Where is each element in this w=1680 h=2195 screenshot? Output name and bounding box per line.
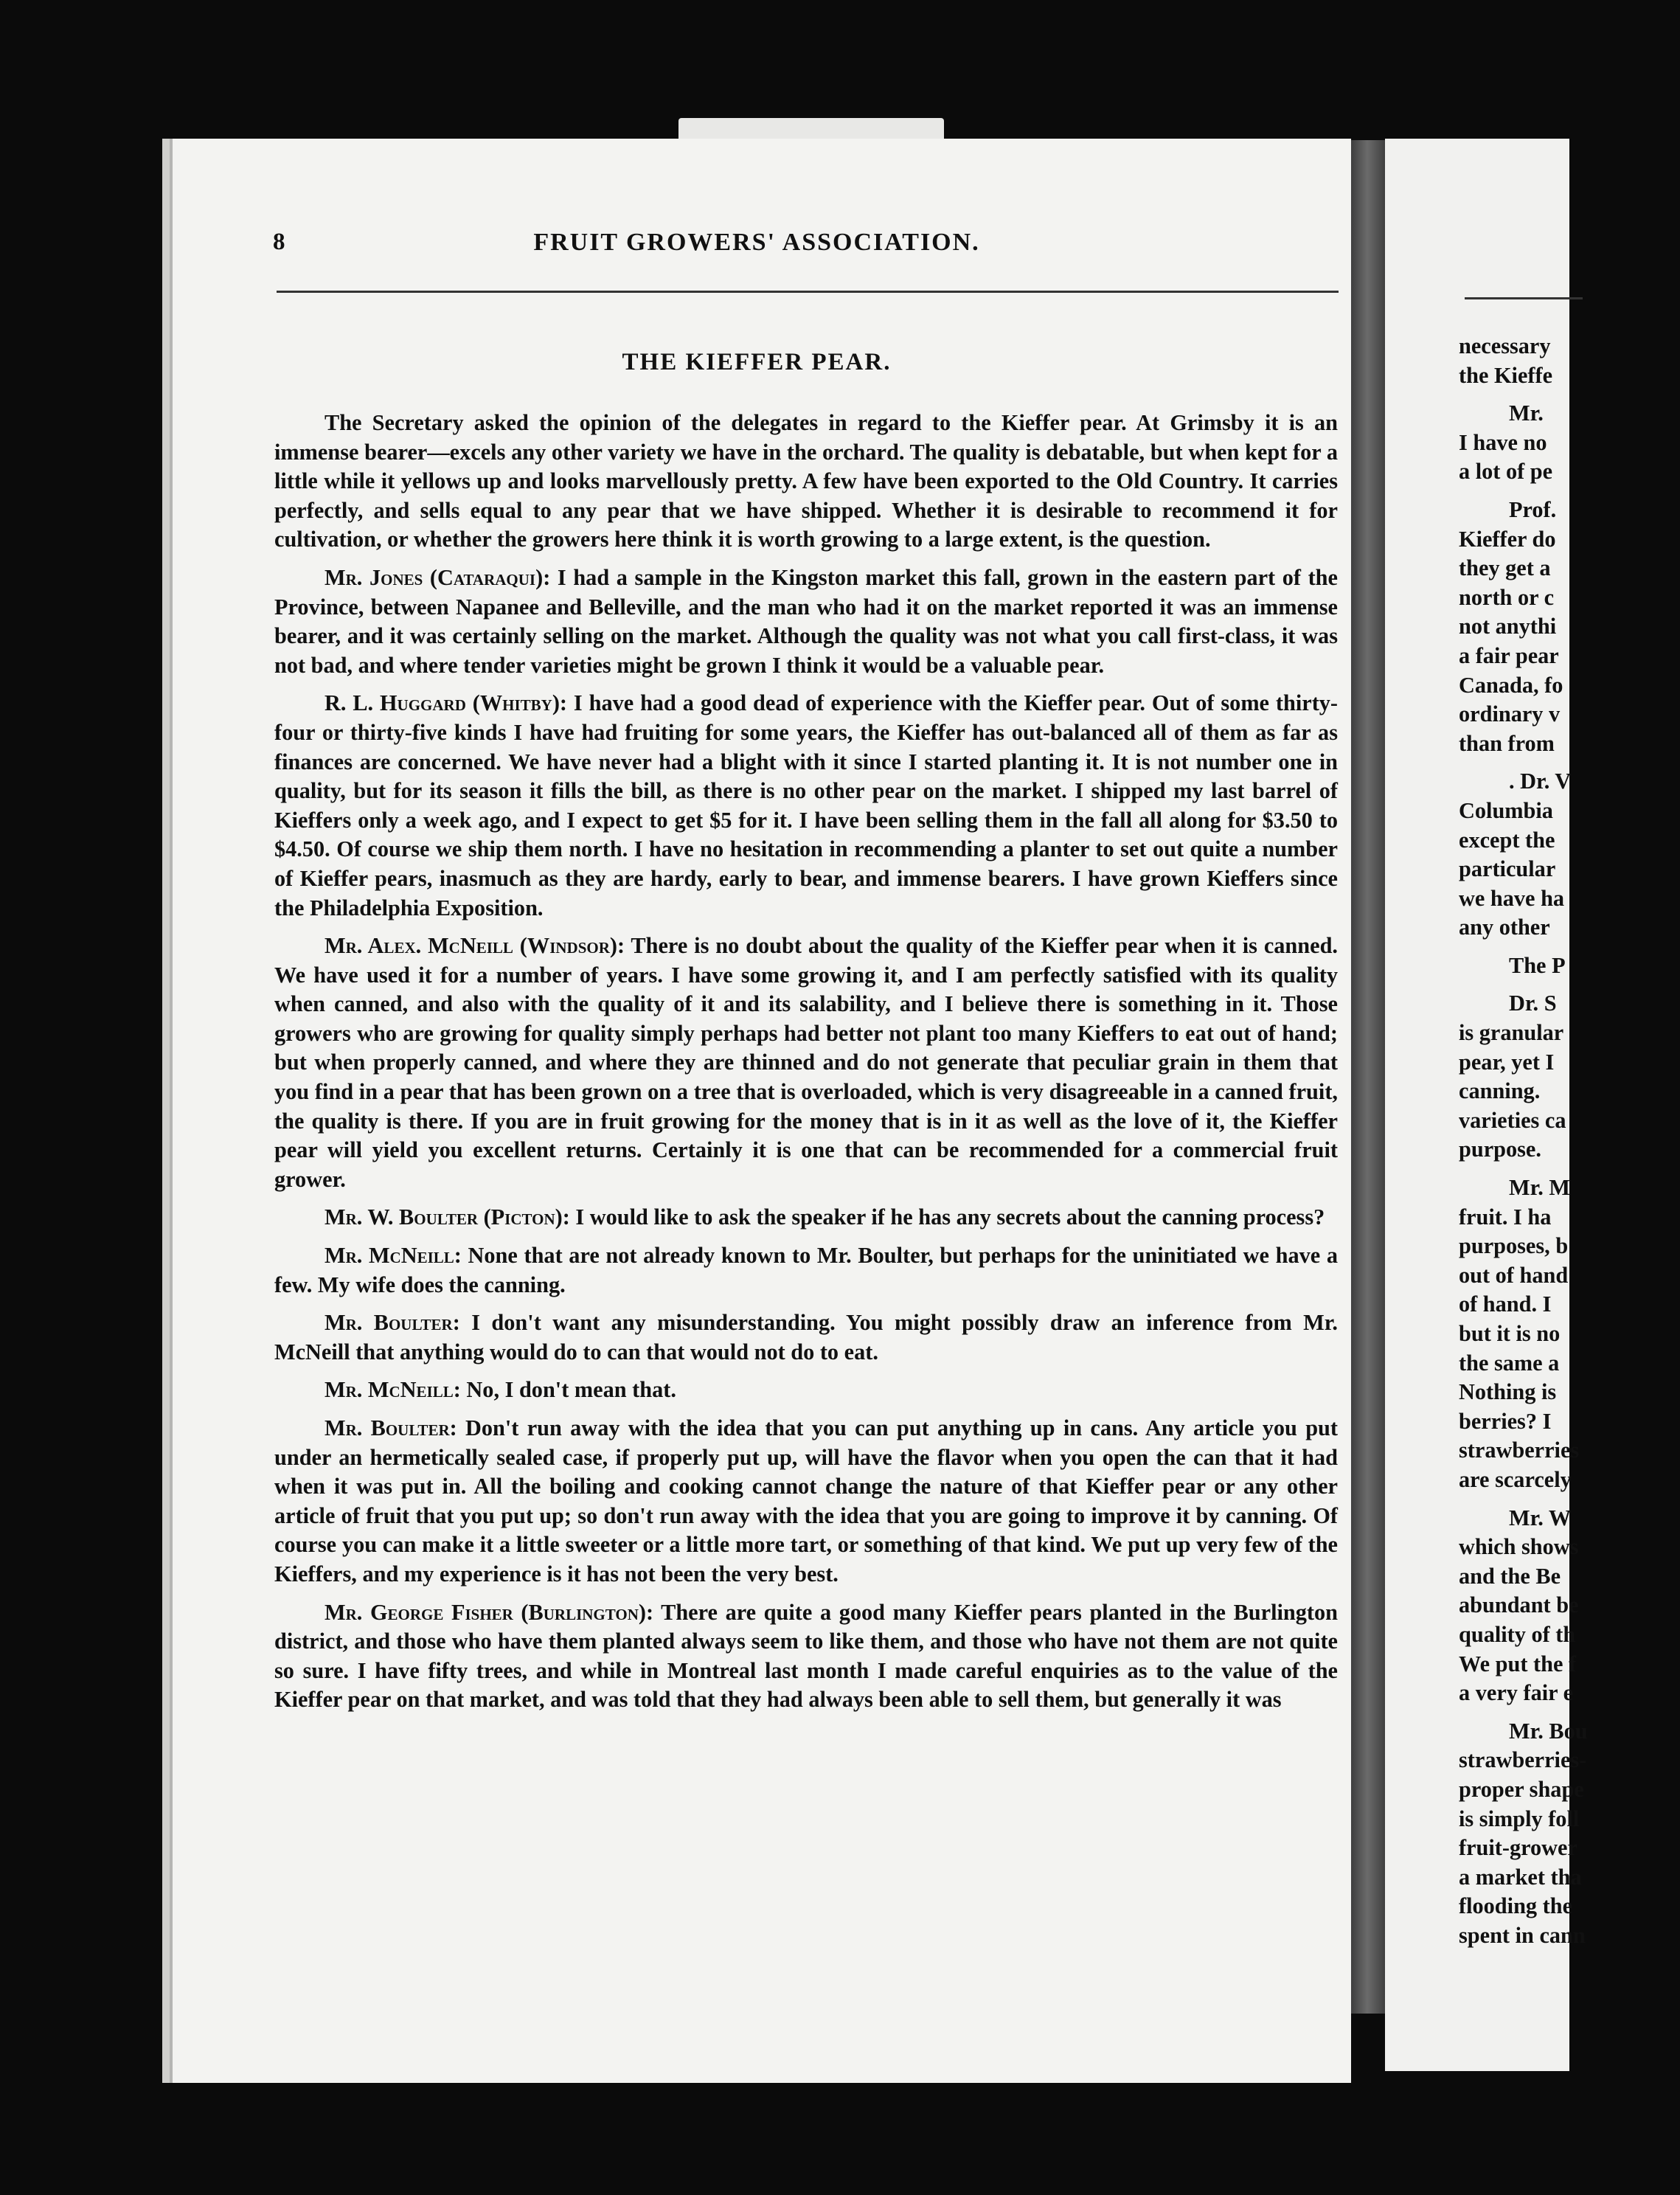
paragraph-text: I had a sample in the Kingston market this fall, grown in the eastern part of the Province, between Napanee and Belleville, and the man who had it on the market reported it was an immense bearer, and it was certainly selling on the market. Although the quality was not what you call first-class, it was not bad, and where tender varieties might be grown I think it would be a valuable pear.: [274, 564, 1338, 678]
right-page-line: a very fair e: [1459, 1680, 1574, 1706]
paragraph-text: No, I don't mean that.: [466, 1377, 676, 1403]
right-page-line: and the Be: [1459, 1563, 1561, 1589]
page-edge: [678, 118, 944, 140]
paragraph-text: The Secretary asked the opinion of the delegates in regard to the Kieffer pear. At Grimsby it is an immense bearer—excels any other variety we have in the orchard. The quality is debatable, but when kept for a little while it yellows up and looks marvellously pretty. A few have been exported to the Old Country. It carries perfectly, and sells equal to any pear that we have shipped. Whether it is desirable to recommend it for cultivation, or whether the growers here think it is worth growing to a large extent, is the question.: [274, 410, 1338, 552]
right-page-line: Mr. Bou: [1509, 1718, 1588, 1744]
paragraph: [274, 1203, 1338, 1232]
right-page-line: Dr. S: [1509, 991, 1557, 1016]
speaker-name: Mr. Boulter:: [324, 1415, 457, 1440]
speaker-name: Mr. McNeill:: [324, 1377, 461, 1403]
right-page-line: strawberries-: [1459, 1747, 1587, 1773]
right-page-line: except the: [1459, 827, 1555, 853]
paragraph: [274, 564, 1338, 680]
right-page-line: which shows: [1459, 1534, 1579, 1560]
paragraph: [274, 932, 1338, 1194]
paragraph: [274, 1376, 1338, 1405]
running-head: [162, 229, 1351, 258]
paragraph: [274, 1598, 1338, 1715]
paragraph-text: There is no doubt about the quality of the Kieffer pear when it is canned. We have used it for a number of years. I have some growing it, and I am perfectly satisfied with its quality when canned, and also with the quality of it and its salability, and I believe there is something in it. Those growers who are growing for quality simply perhaps had better not plant too many Kieffers to eat out of hand; but when properly canned, and where they are thinned and do not generate that peculiar grain in them that you find in a pear that has been grown on a tree that is overloaded, which is very disagreeable in a canned fruit, the quality is there. If you are in fruit growing for the money that is in it as well as the love of it, the Kieffer pear will yield you excellent returns. Certainly it is one that can be recommended for a commercial fruit grower.: [274, 933, 1338, 1192]
page-number: 8: [273, 229, 285, 255]
paragraph-text: There are quite a good many Kieffer pears planted in the Burlington district, and those who have them planted always seem to like them, and those who have not them are not quite so sure. I have fifty trees, and while in Montreal last month I made careful enquiries as to the value of the Kieffer pear on that market, and was told that they had always been able to sell them, but generally it was: [274, 1599, 1339, 1713]
right-page-line: necessary: [1459, 333, 1551, 358]
paragraph-text: I have had a good dead of experience with the Kieffer pear. Out of some thirty-four or thirty-five kinds I have had fruiting for some years, the Kieffer has out-balanced all of them as far as finances are concerned. We have never had a blight with it since I started planting it. It is not number one in quality, but for its season it fills the bill, as there is no other pear on the market. I shipped my last barrel of Kieffers only a week ago, and I expect to get $5 for it. I have been selling them in the fall all along for $3.50 to $4.50. Of course we ship them north. I have no hesitation in recommending a planter to set out quite a number of Kieffer pears, inasmuch as they are hardy, early to bear, and immense bearers. I have grown Kieffers since the Philadelphia Exposition.: [274, 690, 1339, 920]
paragraph: [274, 1414, 1338, 1589]
right-page-fragment: [1385, 139, 1588, 2071]
speaker-name: Mr. W. Boulter (Picton):: [324, 1204, 570, 1230]
right-page-line: we have ha: [1459, 885, 1565, 911]
paragraph: [274, 1308, 1338, 1367]
paragraph-text: I would like to ask the speaker if he has any secrets about the canning process?: [575, 1204, 1325, 1230]
speaker-name: Mr. Boulter:: [324, 1310, 460, 1336]
right-page-line: abundant be: [1459, 1592, 1579, 1618]
right-page-line: Mr. W: [1509, 1505, 1572, 1530]
right-page-line: purposes, b: [1459, 1233, 1569, 1259]
article-body: [274, 409, 1338, 1724]
right-page-line: quality of th: [1459, 1621, 1576, 1647]
paragraph: [274, 409, 1338, 555]
paragraph-text: I don't want any misunderstanding. You might possibly draw an inference from Mr. McNeill that anything would do to can that would not do to eat.: [274, 1310, 1339, 1364]
right-page-line: ordinary v: [1459, 701, 1561, 727]
right-page-line: spent in cann: [1459, 1922, 1586, 1948]
paragraph-text: None that are not already known to Mr. Boulter, but perhaps for the uninitiated we have a few. My wife does the canning.: [274, 1243, 1338, 1297]
speaker-name: Mr. Jones (Cataraqui):: [324, 564, 551, 590]
paragraph: [274, 689, 1338, 923]
right-page-line: flooding the: [1459, 1893, 1573, 1919]
right-page-line: fruit. I ha: [1459, 1204, 1552, 1230]
right-page-line: strawberries: [1459, 1438, 1580, 1463]
right-page-line: purpose.: [1459, 1137, 1541, 1162]
right-page-line: Columbia: [1459, 797, 1553, 823]
right-page-line: not anythi: [1459, 614, 1557, 639]
speaker-name: Mr. George Fisher (Burlington):: [324, 1599, 654, 1625]
right-page-line: of hand. I: [1459, 1291, 1552, 1317]
right-page-line: Canada, fo: [1459, 672, 1563, 698]
paragraph: [274, 1241, 1338, 1300]
right-page-line: is granular: [1459, 1020, 1564, 1046]
right-page-line: Prof.: [1509, 496, 1557, 522]
right-page-line: but it is no: [1459, 1321, 1561, 1346]
running-head-title: FRUIT GROWERS' ASSOCIATION.: [533, 229, 980, 256]
right-page-line: they get a: [1459, 555, 1551, 581]
right-page-line: The P: [1509, 952, 1566, 978]
right-header-rule: [1465, 297, 1583, 299]
right-page-line: a market tha: [1459, 1864, 1582, 1890]
right-page-line: varieties ca: [1459, 1107, 1566, 1133]
right-page-line: out of hand: [1459, 1262, 1569, 1288]
right-page-line: is simply foll: [1459, 1806, 1580, 1831]
right-page-line: . Dr. V: [1509, 769, 1572, 794]
speaker-name: Mr. Alex. McNeill (Windsor):: [324, 933, 625, 959]
right-page-line: Nothing is: [1459, 1379, 1557, 1405]
right-page-line: proper shape: [1459, 1776, 1584, 1802]
right-page-line: Kieffer do: [1459, 526, 1556, 552]
right-page-line: pear, yet I: [1459, 1049, 1555, 1075]
right-page-line: the Kieffe: [1459, 362, 1553, 388]
right-page-line: berries? I: [1459, 1408, 1552, 1434]
right-page-line: fruit-grower: [1459, 1835, 1577, 1861]
right-page-line: particular: [1459, 856, 1556, 882]
speaker-name: R. L. Huggard (Whitby):: [324, 690, 568, 716]
right-page-line: Mr.: [1509, 400, 1544, 426]
right-page-line: are scarcely: [1459, 1466, 1572, 1492]
right-page-line: I have no: [1459, 429, 1547, 455]
paragraph-text: Don't run away with the idea that you can put anything up in cans. Any article you put under an hermetically sealed case, if properly put up, will have the flavor when you open the can that it had when it was put in. All the boiling and cooking cannot change the nature of that Kieffer pear or any other article of fruit that you put up; so don't run away with the idea that you are going to improve it by canning. Of course you can make it a little sweeter or a little more tart, or something of that kind. We put up very few of the Kieffers, and my experience is it has not been the very best.: [274, 1415, 1338, 1587]
right-page-line: than from: [1459, 730, 1555, 756]
right-page-lines: [1459, 332, 1680, 1950]
header-rule: [277, 291, 1339, 293]
article-title: THE KIEFFER PEAR.: [622, 349, 892, 375]
left-page: [162, 139, 1351, 2083]
right-page-line: We put the f: [1459, 1651, 1577, 1676]
right-page-line: Mr. M: [1509, 1175, 1571, 1201]
right-page-line: the same a: [1459, 1350, 1560, 1376]
right-page-line: north or c: [1459, 584, 1555, 610]
right-page-line: canning.: [1459, 1078, 1541, 1104]
right-page-line: a fair pear: [1459, 642, 1559, 668]
right-page-line: any other: [1459, 915, 1550, 940]
speaker-name: Mr. McNeill:: [324, 1243, 462, 1269]
right-page-line: a lot of pe: [1459, 459, 1553, 485]
